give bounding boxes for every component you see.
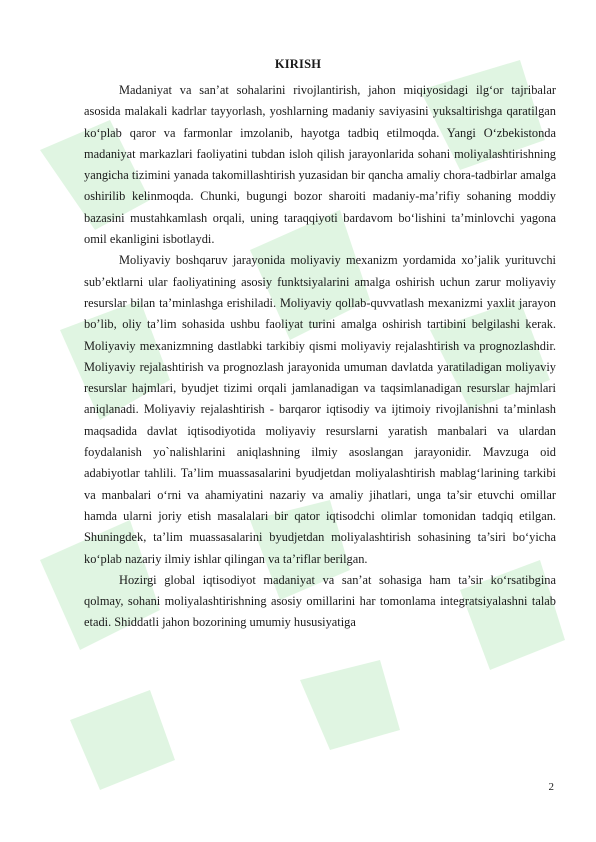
paragraph: Madaniyat va san’at sohalarini rivojlantirish, jahon miqiyosidagi ilg‘or tajribalar asosida malakali kadrlar tayyorlash, yoshlarning madaniy saviyasini yuksaltirishga qaratilgan ko‘plab qaror va farmonlar imzolanib, hayotga tadbiq etilmoqda. Yangi O‘zbekistonda madaniyat markazlari faoliyatini tubdan isloh qilish jarayonlarida sohani moliyalashtirishning yangicha tizimini yanada takomillashtirish yuzasidan bir qancha amaliy chora-tadbirlar amalga oshirilib kelinmoqda. Chunki, bugungi bozor sharoiti madaniy-ma’rifiy sohaning moddiy bazasini mustahkamlash orqali, uning taraqqiyoti bardavom bo‘lishini ta’minlovchi yagona omil ekanligini isbotlaydi.	[84, 83, 556, 247]
document-title: KIRISH	[274, 57, 322, 71]
paragraph: Hozirgi global iqtisodiyot madaniyat va san’at sohasiga ham ta’sir ko‘rsatibgina qolmay, sohani moliyalashtirishning asosiy omillarini har tomonlama integratsiyalashni talab etadi. Shiddatli jahon bozorining umumiy hususiyatiga	[84, 572, 556, 630]
page-number: 2	[548, 781, 554, 793]
paragraph: Moliyaviy boshqaruv jarayonida moliyaviy mexanizm yordamida xo’jalik yurituvchi sub’ektlarni ular faoliyatining asosiy funktsiyalarini amalga oshirish uchun zarur moliyaviy resurslar bilan ta’minlashga erishiladi. Moliyaviy qollab-quvvatlash mexanizmi yaxlit jarayon bo’lib, oliy ta’lim sohasida ushbu faoliyat turini amalga oshirish tartibini belgilashi kerak. Moliyaviy mexanizmning dastlabki tarkibiy qismi moliyaviy rejalashtirish va prognozlashdir. Moliyaviy rejalashtirish va prognozlash jarayonida umuman davlatda yaratiladigan moliyaviy resurslar hajmlari, byudjet tizimi orqali jamlanadigan va taqsimlanadigan resurslar hajmlari aniqlanadi. Moliyaviy rejalashtirish - barqaror iqtisodiy va ijtimoiy rivojlanishni ta’minlash maqsadida davlat iqtisodiyotida moliyaviy resurslarni yaratish manbalari va ulardan foydalanish yo`nalishlarini aniqlashning ilmiy asoslangan jarayonidir. Mavzuga oid adabiyotlar tahlili. Ta’lim muassasalarini byudjetdan moliyalashtirish mablag‘larining tarkibi va manbalari o‘rni va ahamiyatini nazariy va amaliy jihatlari, unga ta’sir etuvchi omillar hamda ularni joriy etish masalalari bir qator iqtisodchi olimlar tomonidan tadqiq etilgan. Shuningdek, ta’lim muassasalarini byudjetdan moliyalashtirish sohasining ta’siri bo‘yicha ko‘plab nazariy ilmiy ishlar qilingan va ta’riflar berilgan.	[84, 253, 556, 566]
document-body	[84, 80, 556, 634]
